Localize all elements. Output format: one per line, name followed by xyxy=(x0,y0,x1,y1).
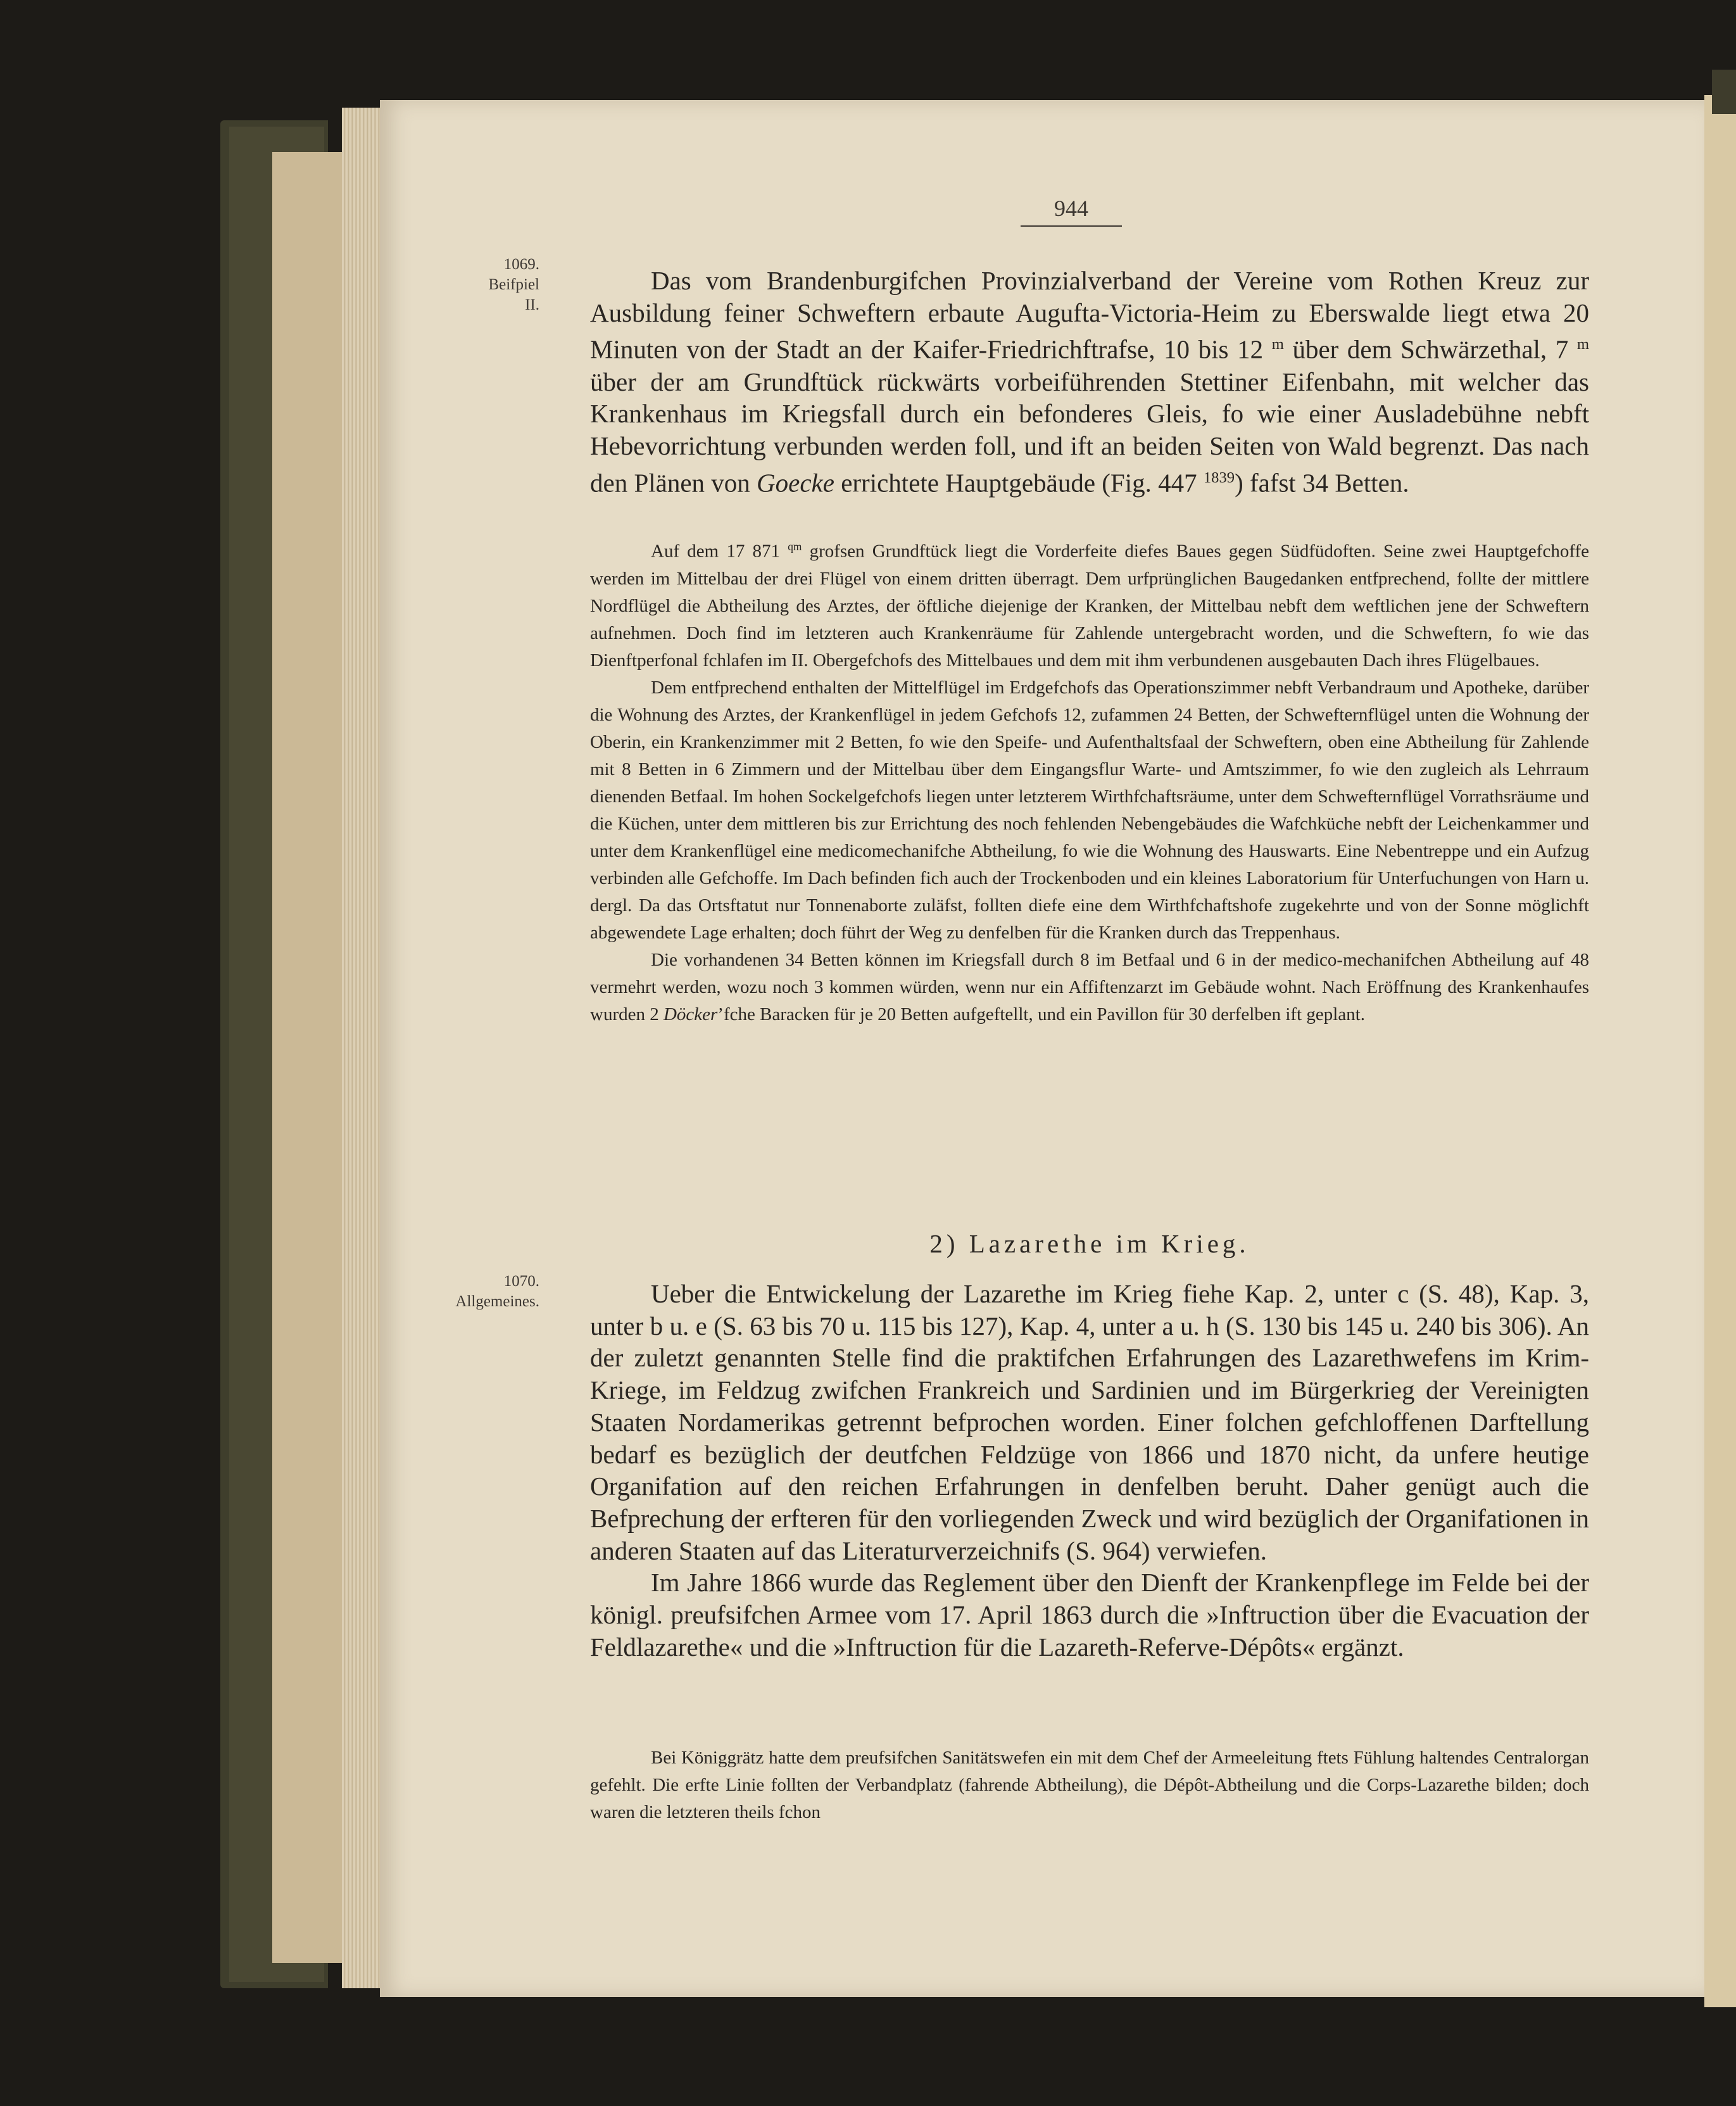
margin-note-label: II. xyxy=(525,296,539,313)
author-name: Goecke xyxy=(757,468,834,498)
margin-note-1070 xyxy=(413,1271,539,1312)
section1-detail-paragraphs xyxy=(590,533,1589,1028)
section1-main-paragraph xyxy=(590,265,1589,499)
section2-main-paragraphs xyxy=(590,1278,1589,1663)
margin-note-label: Allgemeines. xyxy=(455,1293,539,1310)
margin-note-1069 xyxy=(413,255,539,315)
paragraph: Bei Königgrätz hatte dem preufsifchen Sanitätswefen ein mit dem Chef der Armeeleitung ftets Fühlung haltendes Centralorgan gefehlt. Die erfte Linie follten der Verbandplatz (fahrende Abtheilung), die Dépôt-Abtheilung und die Corps-Lazarethe bilden; doch waren die letzteren theils fchon xyxy=(590,1748,1589,1822)
section-heading: 2) Lazarethe im Krieg. xyxy=(929,1229,1250,1258)
page-edges xyxy=(272,152,348,1963)
margin-note-label: Beifpiel xyxy=(488,276,539,293)
paragraph: Auf dem 17 871 $^{qm}$ grofsen Grundftück liegt die Vorderfeite diefes Baues gegen Südfüdoften. Seine zwei Hauptgefchoffe werden im Mittelbau der drei Flügel von einem dritten überragt. Dem urfprünglichen Baugedanken entfprechend, follte der mittlere Nordflügel die Abtheilung des Arztes, der öftliche diejenige der Kranken, der Mittelbau nebft dem weftlichen jene der Schweftern aufnehmen. Doch find im letzteren auch Krankenräume für Zahlende untergebracht worden, und die Schweftern, fo wie das Dienftperfonal fchlafen im II. Obergefchofs des Mittelbaues und dem mit ihm verbundenen ausgebauten Dach ihres Flügelbaues. xyxy=(590,540,1589,671)
section2-detail-paragraph xyxy=(590,1744,1589,1826)
paragraph: Dem entfprechend enthalten der Mittelflügel im Erdgefchofs das Operationszimmer nebft Verbandraum und Apotheke, darüber die Wohnung des Arztes, der Krankenflügel in jedem Gefchofs 12, zufammen 24 Betten, der Schwefternflügel unten die Wohnung der Oberin, ein Krankenzimmer mit 2 Betten, fo wie den Speife- und Aufenthaltsfaal der Schweftern, oben eine Abtheilung für Zahlende mit 8 Betten in 6 Zimmern und der Mittelbau über dem Eingangsflur Warte- und Amtszimmer, fo wie den zugleich als Lehrraum dienenden Betfaal. Im hohen Sockelgefchofs liegen unter letzterem Wirthfchaftsräume, unter dem Schwefternflügel Vorrathsräume und die Küchen, unter dem mittleren bis zur Errichtung des noch fehlenden Nebengebäudes die Wafchküche nebft der Leichenkammer und unter dem Krankenflügel eine medicomechanifche Abtheilung, fo wie die Wohnung des Hauswarts. Eine Nebentreppe und ein Aufzug verbinden alle Gefchoffe. Im Dach befinden fich auch der Trockenboden und ein kleines Laboratorium für Unterfuchungen von Harn u. dergl. Da das Ortsftatut nur Tonnenaborte zuläfst, follten diefe eine dem Wirthfchaftshofe zugekehrte und von der Sonne möglichft abgewendete Lage erhalten; doch führt der Weg zu denfelben für die Kranken durch das Treppenhaus. xyxy=(590,677,1589,943)
paragraph: Ueber die Entwickelung der Lazarethe im Krieg fiehe Kap. 2, unter c (S. 48), Kap. 3, unter b u. e (S. 63 bis 70 u. 115 bis 127), Kap. 4, unter a u. h (S. 130 bis 145 u. 240 bis 306). An der zuletzt genannten Stelle find die praktifchen Erfahrungen des Lazarethwefens im Krim-Kriege, im Feldzug zwifchen Frankreich und Sardinien und im Bürgerkrieg der Vereinigten Staaten Nordamerikas getrennt befprochen worden. Einer folchen gefchloffenen Darftellung bedarf es bezüglich der deutfchen Feldzüge von 1866 und 1870 nicht, da unfere heutige Organifation auf den reichen Erfahrungen in denfelben beruht. Daher genügt auch die Befprechung der erfteren für den vorliegenden Zweck und wird bezüglich der Organifationen in anderen Staaten auf das Literaturverzeichnifs (S. 964) verwiefen. xyxy=(590,1279,1589,1565)
right-page-edge xyxy=(1704,95,1736,2007)
margin-note-number: 1069. xyxy=(503,256,539,273)
right-cover-corner xyxy=(1712,70,1736,114)
page-number: 944 xyxy=(1021,195,1122,227)
paragraph: Im Jahre 1866 wurde das Reglement über den Dienft der Krankenpflege im Felde bei der königl. preufsifchen Armee vom 17. April 1863 durch die »Inftruction über die Evacuation der Feldlazarethe« und die »Inftruction für die Lazareth-Referve-Dépôts« ergänzt. xyxy=(590,1568,1589,1661)
author-name: Döcker xyxy=(663,1004,718,1025)
margin-note-number: 1070. xyxy=(503,1273,539,1290)
paragraph: Die vorhandenen 34 Betten können im Kriegsfall durch 8 im Betfaal und 6 in der medico-mechanifchen Abtheilung auf 48 vermehrt werden, wozu noch 3 kommen würden, wenn nur ein Affiftenzarzt im Gebäude wohnt. Nach Eröffnung des Krankenhaufes wurden 2 Döcker’fche Baracken für je 20 Betten aufgeftellt, und ein Pavillon für 30 derfelben ift geplant. xyxy=(590,949,1589,1025)
paragraph: Das vom Brandenburgifchen Provinzialverband der Vereine vom Rothen Kreuz zur Ausbildung feiner Schweftern erbaute Augufta-Victoria-Heim zu Eberswalde liegt etwa 20 Minuten von der Stadt an der Kaifer-Friedrichftrafse, 10 bis 12 $^m$ über dem Schwärzethal, 7 $^m$ über der am Grundftück rückwärts vorbeiführenden Stettiner Eifenbahn, mit welcher das Krankenhaus im Kriegsfall durch ein befonderes Gleis, fo wie einer Ausladebühne nebft Hebevorrichtung verbunden werden foll, und ift an beiden Seiten von Wald begrenzt. Das nach den Plänen von Goecke errichtete Hauptgebäude (Fig. 447 $^{1839}$) fafst 34 Betten. xyxy=(590,266,1589,498)
